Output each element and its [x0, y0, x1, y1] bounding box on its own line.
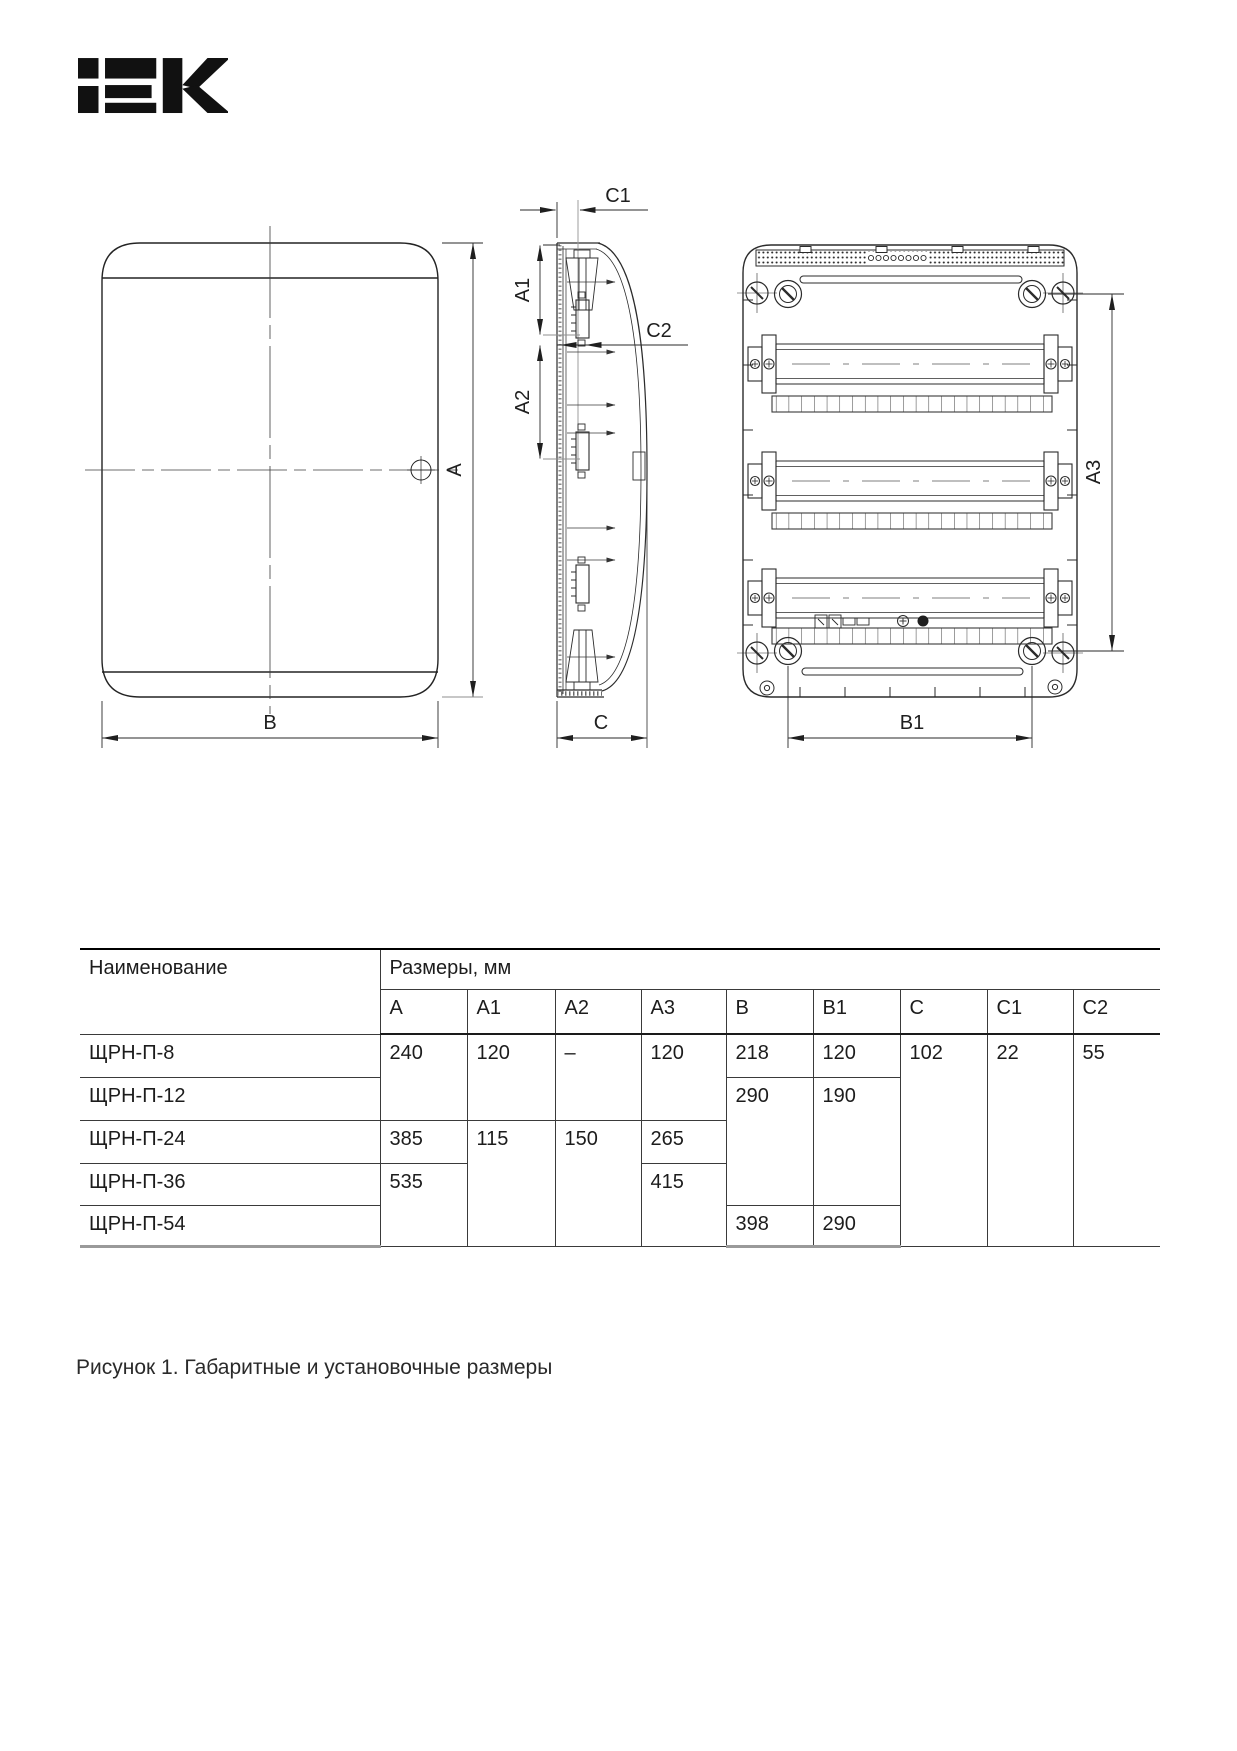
front-view — [85, 226, 458, 714]
col-header: A — [380, 989, 467, 1034]
col-header: B — [726, 989, 813, 1034]
module-row — [772, 628, 1052, 644]
cell-C1: 22 — [987, 1034, 1073, 1246]
hinge-tower-bottom — [566, 630, 598, 690]
row-name: ЩРН-П-36 — [80, 1163, 380, 1205]
cell-A: 240 — [380, 1034, 467, 1120]
din-latch — [571, 292, 589, 346]
door-handle-notch — [633, 452, 645, 480]
cell-A3: 265 — [641, 1120, 726, 1163]
col-header: B1 — [813, 989, 900, 1034]
dim-C1 — [520, 202, 648, 238]
hinge-tower-top — [566, 250, 598, 310]
din-latch — [571, 557, 589, 611]
cell-C2: 55 — [1073, 1034, 1160, 1246]
door-lock-symbol — [407, 456, 435, 484]
din-rail — [748, 452, 1072, 510]
dim-C — [557, 480, 647, 748]
row-name: ЩРН-П-24 — [80, 1120, 380, 1163]
cell-A: 385 — [380, 1120, 467, 1163]
knockout-icon — [760, 681, 774, 695]
keyhole-screw-icon — [1019, 281, 1046, 308]
din-rail — [748, 569, 1072, 627]
dim-C2-label: C2 — [646, 320, 672, 342]
col-header: A2 — [555, 989, 641, 1034]
dim-C-label: C — [593, 712, 609, 734]
cell-A2: 150 — [555, 1120, 641, 1246]
col-header: C — [900, 989, 987, 1034]
col-header: C1 — [987, 989, 1073, 1034]
col-header: A3 — [641, 989, 726, 1034]
cell-A3: 415 — [641, 1163, 726, 1246]
cell-B1: 120 — [813, 1034, 900, 1077]
cell-A: 535 — [380, 1163, 467, 1246]
row-name: ЩРН-П-12 — [80, 1077, 380, 1120]
ground-screw-icon — [898, 616, 909, 627]
dimensions-table — [80, 948, 1160, 1248]
door-profile-outer — [598, 243, 647, 691]
dim-B1 — [788, 666, 1032, 748]
door-profile-inner — [596, 249, 641, 685]
din-latch — [571, 424, 589, 478]
cell-B: 218 — [726, 1034, 813, 1077]
col-header-group: Размеры, мм — [380, 949, 1160, 989]
dim-B1-label: B1 — [899, 712, 925, 734]
col-header-name: Наименование — [80, 949, 380, 1034]
table-row — [80, 1034, 1160, 1077]
cell-A1: 120 — [467, 1034, 555, 1120]
cell-A3: 120 — [641, 1034, 726, 1120]
dim-C1-label: C1 — [605, 185, 631, 207]
cell-A2: – — [555, 1034, 641, 1120]
dim-A1-label: A1 — [512, 277, 534, 303]
cell-B: 290 — [726, 1077, 813, 1205]
module-row — [772, 513, 1052, 529]
side-view — [557, 200, 647, 697]
figure-caption: Рисунок 1. Габаритные и установочные размеры — [76, 1356, 553, 1379]
marking-plate — [815, 615, 869, 628]
vent-band — [756, 247, 1064, 267]
row-name: ЩРН-П-54 — [80, 1205, 380, 1246]
rear-view — [737, 245, 1083, 697]
cell-B: 398 — [726, 1205, 813, 1246]
row-name: ЩРН-П-8 — [80, 1034, 380, 1077]
cell-C: 102 — [900, 1034, 987, 1246]
col-header: C2 — [1073, 989, 1160, 1034]
figure-drawings — [0, 0, 1237, 790]
module-row — [772, 396, 1052, 412]
top-slot — [800, 276, 1022, 283]
din-rail — [748, 335, 1072, 393]
keyhole-screw-icon — [775, 281, 802, 308]
dim-A2-label: A2 — [512, 389, 534, 415]
col-header: A1 — [467, 989, 555, 1034]
dim-A3-label: A3 — [1083, 459, 1105, 485]
cell-B1: 290 — [813, 1205, 900, 1246]
cell-B1: 190 — [813, 1077, 900, 1205]
dimensions-table-wrapper — [80, 948, 1160, 1248]
dim-B-label: B — [263, 712, 277, 734]
cell-A1: 115 — [467, 1120, 555, 1246]
knockout-icon — [1048, 680, 1062, 694]
dim-A-label: A — [444, 463, 466, 477]
bottom-slot — [802, 668, 1023, 675]
ground-point — [918, 616, 929, 627]
